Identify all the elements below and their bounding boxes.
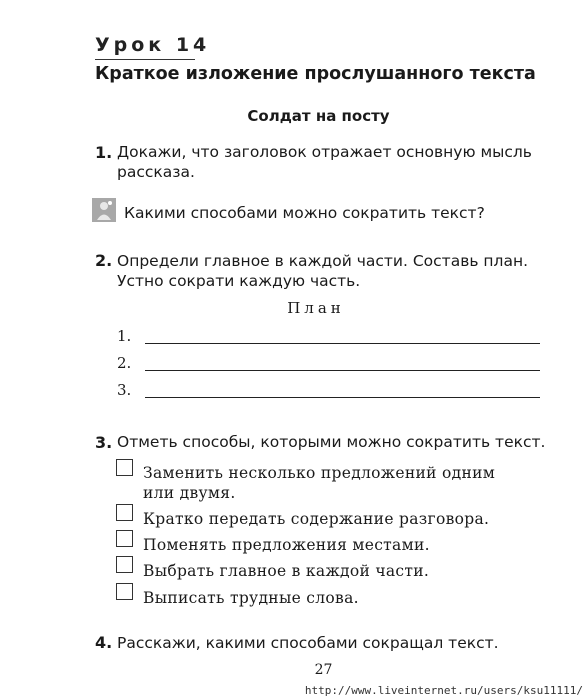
option-1-checkbox[interactable] [116, 459, 133, 476]
lesson-number: Урок 14 [95, 34, 211, 56]
task-4-text: Расскажи, какими способами сокращал текст. [117, 634, 499, 652]
watermark-url: http://www.liveinternet.ru/users/ksu11111/ [304, 684, 583, 697]
option-3-label: Поменять предложения местами. [143, 536, 430, 554]
lesson-underline [95, 59, 195, 60]
plan-item-1-line[interactable] [145, 343, 540, 344]
page-number: 27 [314, 662, 333, 678]
option-2-checkbox[interactable] [116, 504, 133, 521]
option-5-label: Выписать трудные слова. [143, 589, 359, 607]
option-5-checkbox[interactable] [116, 583, 133, 600]
option-4-label: Выбрать главное в каждой части. [143, 562, 430, 580]
plan-heading: План [287, 299, 345, 317]
task-4-number: 4. [95, 633, 113, 652]
option-4-checkbox[interactable] [116, 556, 133, 573]
task-1-text-line2: рассказа. [117, 163, 195, 181]
task-3-text: Отметь способы, которыми можно сократить текст. [117, 433, 546, 451]
page-title: Краткое изложение прослушанного текста [95, 64, 536, 84]
task-2-text-line1: Определи главное в каждой части. Составь план. [117, 252, 529, 270]
plan-item-2-line[interactable] [145, 370, 540, 371]
plan-item-3-number: 3. [117, 381, 132, 399]
text-title: Солдат на посту [247, 107, 390, 125]
plan-item-2-number: 2. [117, 354, 132, 372]
option-1-label-line1: Заменить несколько предложений одним [143, 464, 496, 482]
task-2-number: 2. [95, 251, 113, 270]
thinking-figure-icon [92, 198, 116, 222]
task-1-number: 1. [95, 143, 113, 162]
task-2-text-line2: Устно сократи каждую часть. [117, 272, 361, 290]
option-3-checkbox[interactable] [116, 530, 133, 547]
plan-item-1-number: 1. [117, 327, 132, 345]
task-1-text-line1: Докажи, что заголовок отражает основную мысль [117, 143, 532, 161]
plan-item-3-line[interactable] [145, 397, 540, 398]
question-text: Какими способами можно сократить текст? [124, 204, 485, 222]
option-1-label-line2: или двумя. [143, 484, 236, 502]
option-2-label: Кратко передать содержание разговора. [143, 510, 490, 528]
task-3-number: 3. [95, 433, 113, 452]
